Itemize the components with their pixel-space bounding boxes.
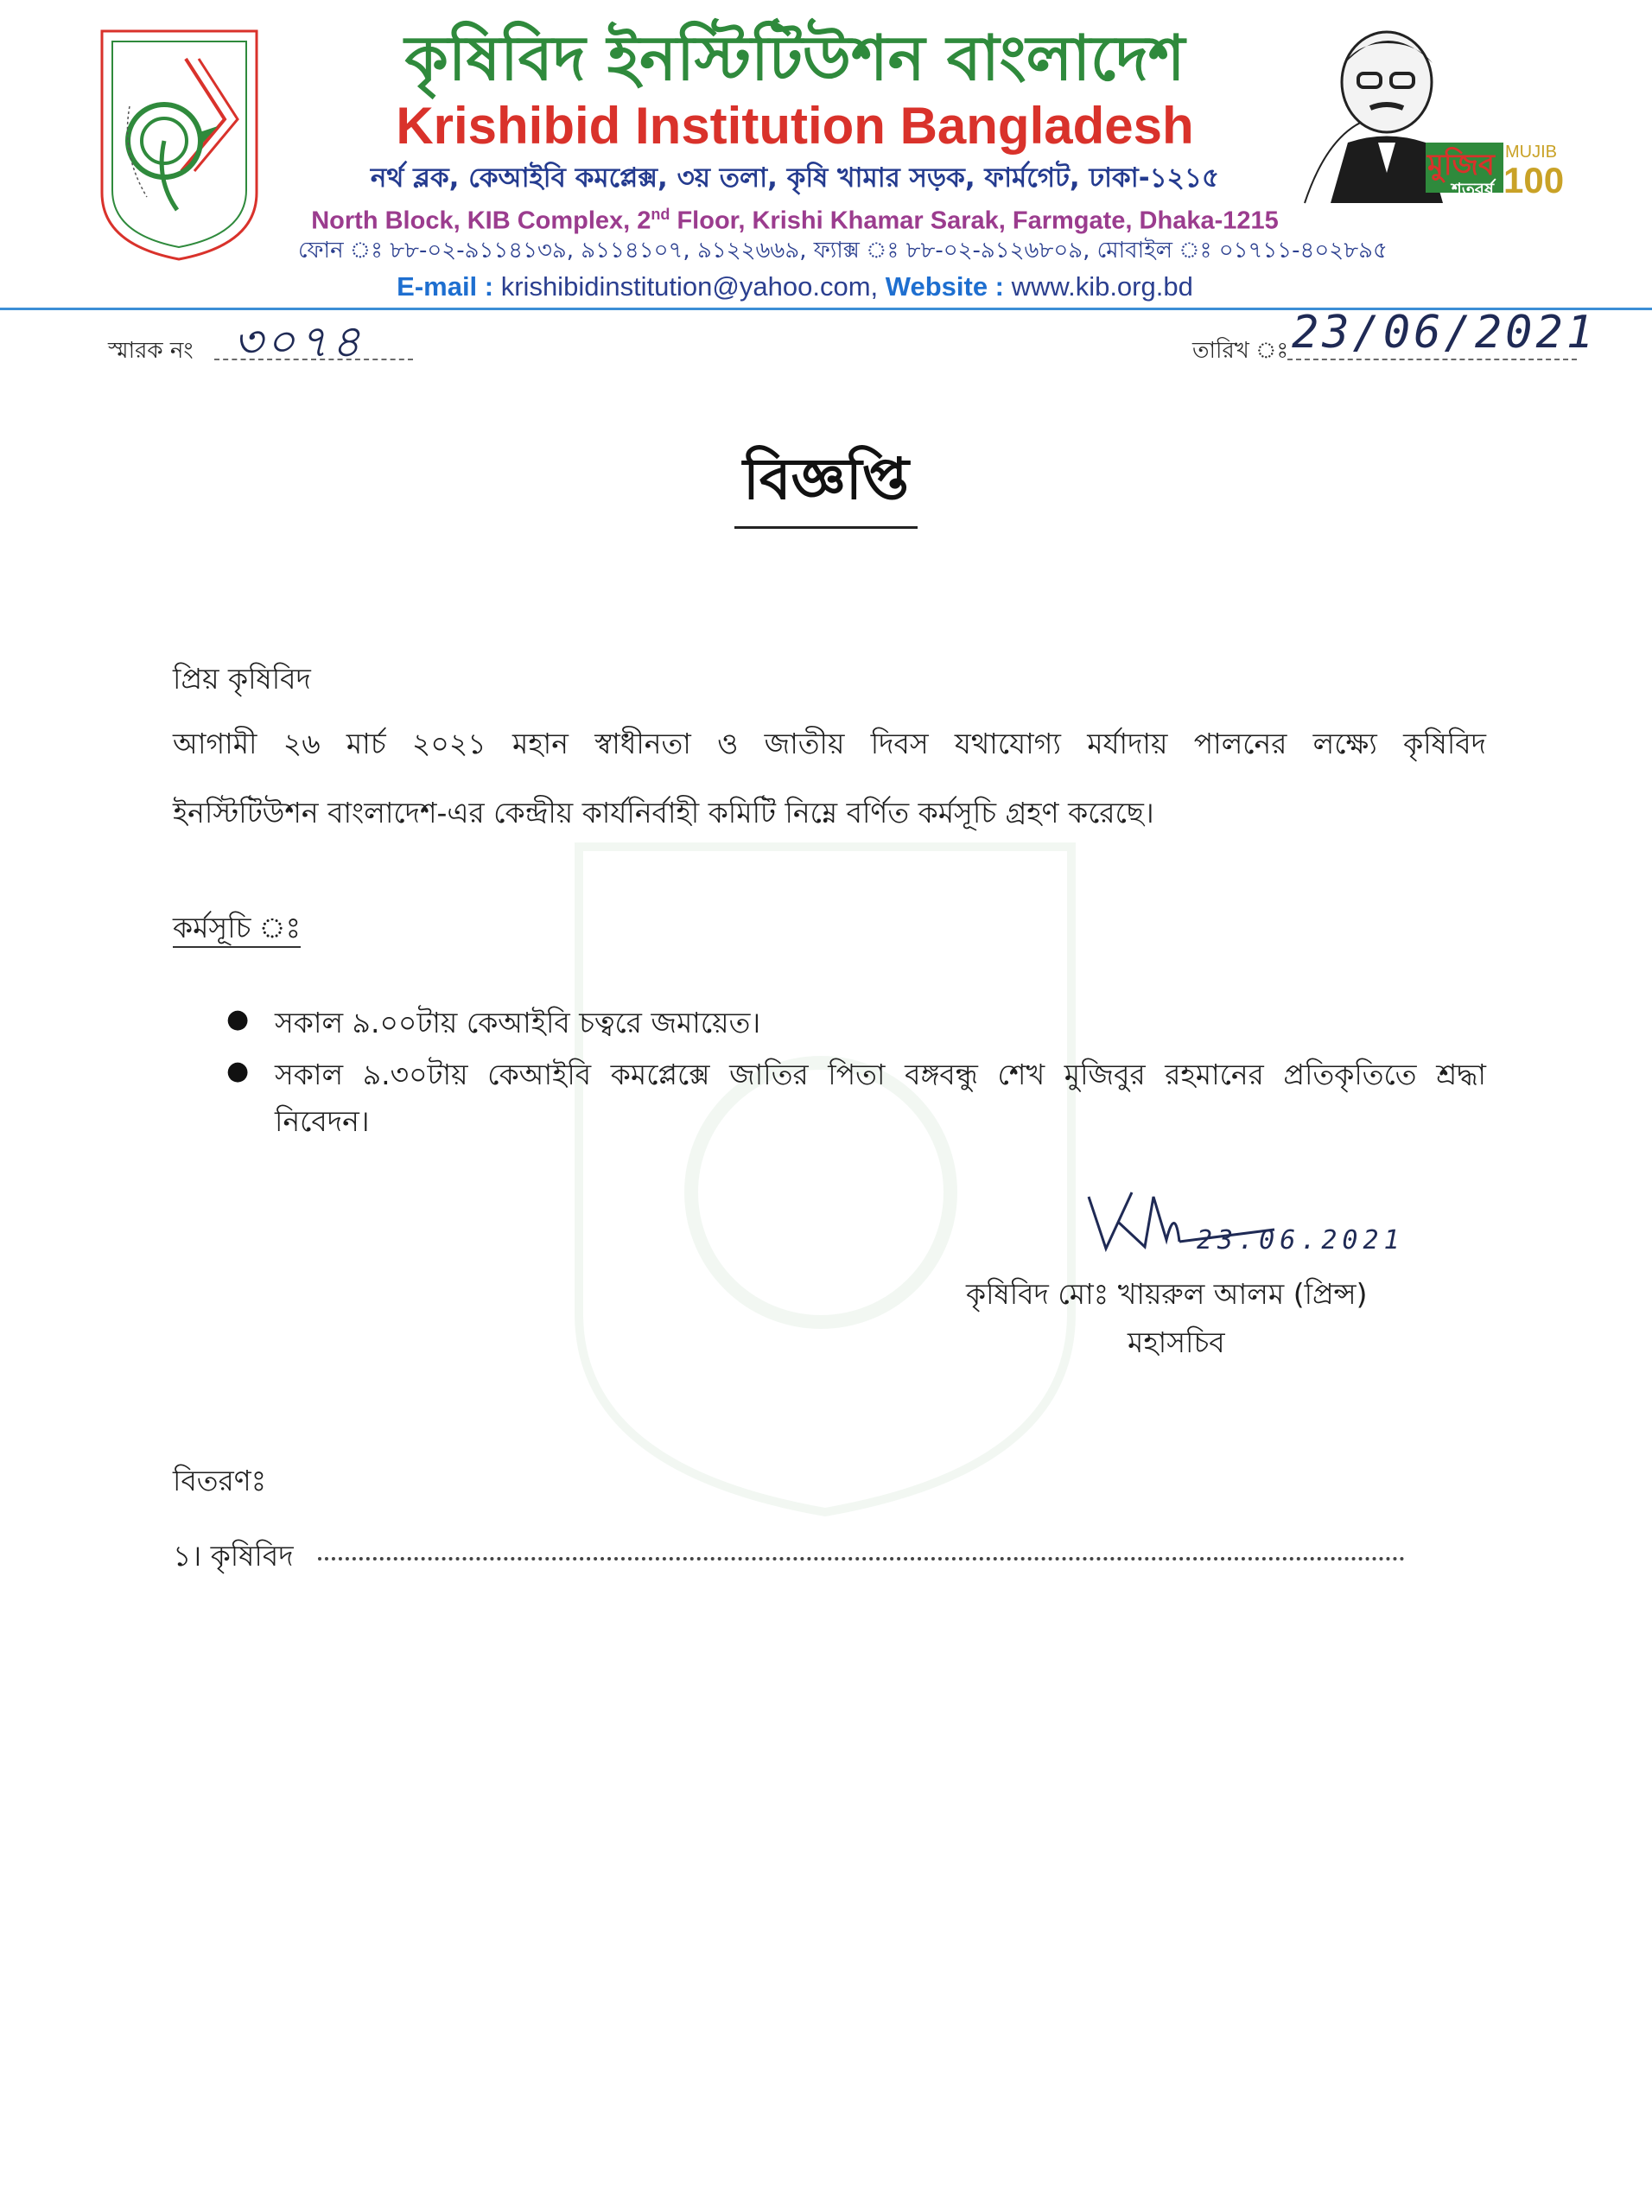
website-url: www.kib.org.bd [1011,271,1193,302]
distribution-item-1: ১। কৃষিবিদ [173,1539,294,1573]
date-line [1287,359,1577,360]
signatory-name: কৃষিবিদ মোঃ খায়রুল আলম (প্রিন্স) [966,1277,1368,1311]
memo-number-value: ৩০৭৪ [233,316,365,368]
email-address: krishibidinstitution@yahoo.com, [500,271,879,302]
letterhead-address-en [298,197,1292,238]
date-label: তারিখ ঃ [1192,338,1289,364]
paragraph-line-1: আগামী ২৬ মার্চ ২০২১ মহান স্বাধীনতা ও জাতীয় দিবস যথাযোগ্য মর্যাদায় পালনের লক্ষ্যে কৃষিবিদ [173,727,1486,760]
letterhead-title-en: Krishibid Institution Bangladesh [396,97,1194,155]
mujib-100-portrait-badge [1296,22,1565,212]
signature-date: 23.06.2021 [1197,1225,1405,1255]
paragraph-line-2: ইনস্টিটিউশন বাংলাদেশ-এর কেন্দ্রীয় কার্যনির্বাহী কমিটি নিম্নে বর্ণিত কর্মসূচি গ্রহণ করেছে। [173,796,1154,830]
watermark-emblem [562,830,1089,1521]
email-label: E-mail : [397,271,494,302]
memo-number-label: স্মারক নং [108,338,194,364]
mujib-badge-bn2: শতবর্ষ [1452,179,1494,200]
notice-title-text: বিজ্ঞপ্তি [734,436,918,529]
programme-heading-text: কর্মসূচি ঃ [173,911,301,948]
mujib-badge-bn: মুজিব [1427,148,1495,182]
letterhead-title-bn: কৃষিবিদ ইনস্টিটিউশন বাংলাদেশ [404,22,1185,94]
salutation: প্রিয় কৃষিবিদ [173,662,311,696]
letterhead-address-bn: নর্থ ব্লক, কেআইবি কমপ্লেক্স, ৩য় তলা, কৃষি খামার সড়ক, ফার্মগেট, ঢাকা-১২১৫ [370,162,1220,194]
distribution-heading: বিতরণঃ [173,1464,267,1497]
distribution-item-1-fill-line [318,1557,1405,1560]
letterhead-phone-line: ফোন ঃ ৮৮-০২-৯১১৪১৩৯, ৯১১৪১০৭, ৯১২২৬৬৯, ফ্যাক্স ঃ ৮৮-০২-৯১২৬৮০৯, মোবাইল ঃ ০১৭১১-৪০২৮৯৫ [298,238,1388,264]
bullet-icon: ● [226,1056,250,1086]
date-value: 23/06/2021 [1292,307,1598,359]
kib-logo-emblem [95,24,264,266]
signatory-designation: মহাসচিব [1128,1325,1225,1359]
mujib-badge-en: MUJIB [1505,143,1557,162]
address-en-part2: Floor, Krishi Khamar Sarak, Farmgate, Dhaka-1215 [670,207,1279,235]
bullet-icon: ● [226,1004,250,1034]
programme-item-1: সকাল ৯.০০টায় কেআইবি চত্বরে জমায়েত। [275,1006,761,1039]
mujib-badge-100: 100 [1503,160,1565,200]
address-en-sup: nd [651,206,670,223]
address-en-part1: North Block, KIB Complex, 2 [311,207,651,235]
notice-title [0,436,1652,529]
programme-item-2-line-2: নিবেদন। [275,1104,370,1138]
letterhead-contact-line [298,270,1292,304]
programme-heading [173,906,301,954]
website-label: Website : [885,271,1004,302]
programme-item-2-line-1: সকাল ৯.৩০টায় কেআইবি কমপ্লেক্সে জাতির পিতা বঙ্গবন্ধু শেখ মুজিবুর রহমানের প্রতিকৃতিতে শ্রদ্ধা [275,1058,1486,1091]
